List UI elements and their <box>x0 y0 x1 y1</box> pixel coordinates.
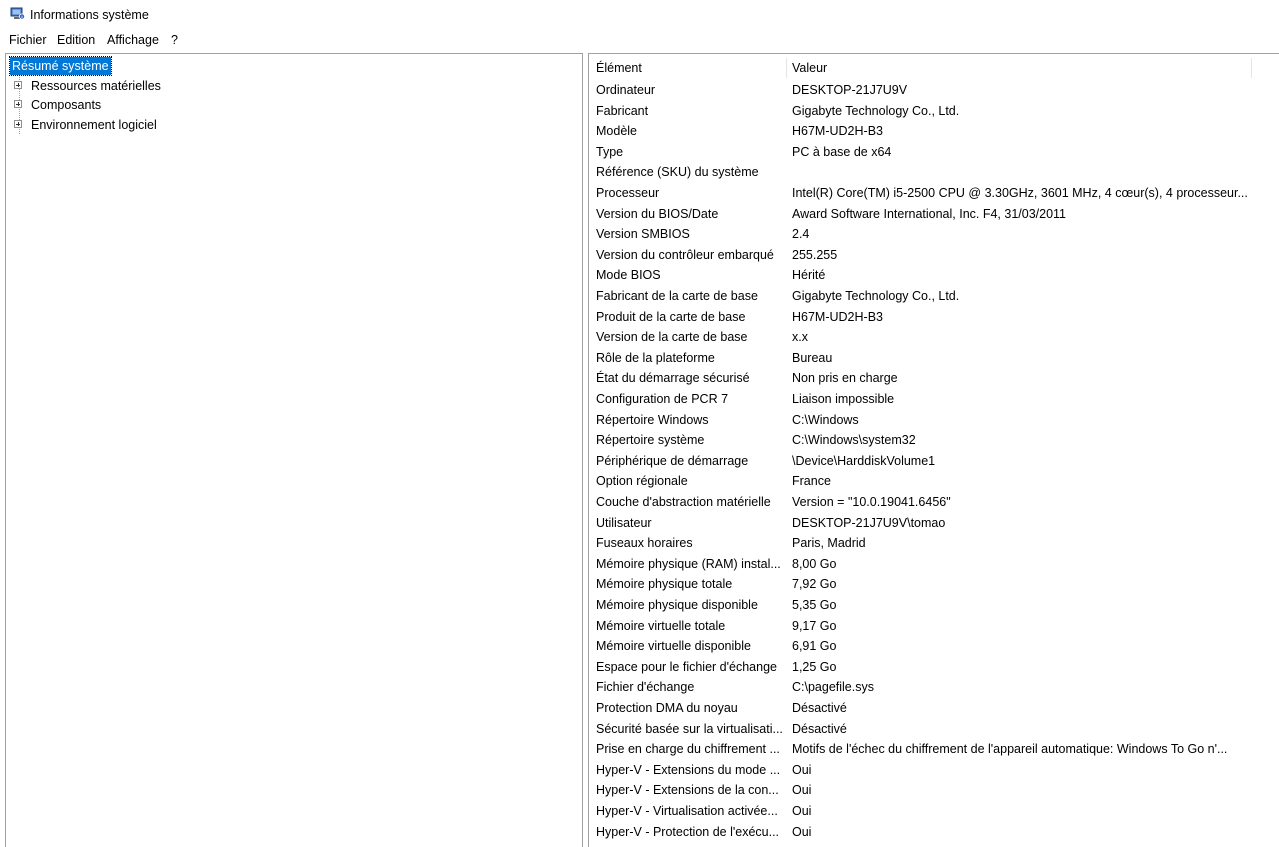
row-value: France <box>792 474 831 489</box>
row-element: Utilisateur <box>596 515 652 530</box>
category-tree[interactable] <box>5 53 583 847</box>
details-list[interactable] <box>588 53 1279 847</box>
table-row[interactable] <box>589 471 1279 492</box>
window-title: Informations système <box>30 8 149 22</box>
column-header-valeur[interactable]: Valeur <box>792 61 828 75</box>
row-value: C:\Windows <box>792 412 859 427</box>
row-value: 255.255 <box>792 247 838 262</box>
table-row[interactable] <box>589 142 1279 163</box>
table-row[interactable] <box>589 389 1279 410</box>
row-element: Version du BIOS/Date <box>596 206 719 221</box>
table-row[interactable] <box>589 348 1279 369</box>
row-value: Award Software International, Inc. F4, 31/03/2011 <box>792 206 1067 221</box>
row-value: H67M-UD2H-B3 <box>792 124 883 139</box>
table-row[interactable] <box>589 245 1279 266</box>
table-row[interactable] <box>589 80 1279 101</box>
row-value: 2.4 <box>792 227 810 242</box>
table-row[interactable] <box>589 101 1279 122</box>
table-row[interactable] <box>589 307 1279 328</box>
row-element: État du démarrage sécurisé <box>596 371 750 386</box>
row-element: Fabricant <box>596 103 649 118</box>
table-row[interactable] <box>589 554 1279 575</box>
table-row[interactable] <box>589 513 1279 534</box>
row-element: Version SMBIOS <box>596 227 690 242</box>
row-element: Fuseaux horaires <box>596 536 693 551</box>
row-element: Rôle de la plateforme <box>596 350 715 365</box>
expand-icon[interactable] <box>14 100 22 108</box>
row-value: PC à base de x64 <box>792 144 892 159</box>
tree-item-label: Environnement logiciel <box>31 118 157 132</box>
tree-item-label: Ressources matérielles <box>31 79 161 93</box>
row-element: Modèle <box>596 124 637 139</box>
menu-bar <box>0 30 1279 50</box>
row-element: Mémoire physique disponible <box>596 598 758 612</box>
row-element: Version de la carte de base <box>596 330 748 345</box>
expand-icon[interactable] <box>14 120 22 128</box>
row-element: Répertoire Windows <box>596 412 709 427</box>
table-row[interactable] <box>589 780 1279 801</box>
tree-item-label: Résumé système <box>12 59 109 73</box>
row-element: Type <box>596 144 624 159</box>
row-value: 1,25 Go <box>792 659 837 674</box>
row-value: Liaison impossible <box>792 392 895 406</box>
row-element: Mémoire virtuelle totale <box>596 618 726 633</box>
row-element: Protection DMA du noyau <box>596 701 738 715</box>
system-info-icon <box>10 7 25 21</box>
table-row[interactable] <box>589 492 1279 513</box>
table-row[interactable] <box>589 760 1279 781</box>
row-element: Version du contrôleur embarqué <box>596 247 774 262</box>
row-element: Prise en charge du chiffrement ... <box>596 742 780 757</box>
row-value: Hérité <box>792 268 826 283</box>
row-element: Hyper-V - Protection de l'exécu... <box>596 824 780 839</box>
row-value: 8,00 Go <box>792 556 837 571</box>
row-value: Intel(R) Core(TM) i5-2500 CPU @ 3.30GHz, 3601 MHz, 4 cœur(s), 4 processeur... <box>792 186 1248 200</box>
row-element: Ordinateur <box>596 83 656 97</box>
row-element: Sécurité basée sur la virtualisati... <box>596 721 783 736</box>
row-value: 5,35 Go <box>792 598 837 612</box>
table-row[interactable] <box>589 719 1279 740</box>
table-row[interactable] <box>589 616 1279 637</box>
table-row[interactable] <box>589 657 1279 678</box>
row-value: \Device\HarddiskVolume1 <box>792 453 936 468</box>
row-element: Référence (SKU) du système <box>596 165 759 180</box>
row-value: 6,91 Go <box>792 639 837 654</box>
table-row[interactable] <box>589 183 1279 204</box>
table-row[interactable] <box>589 822 1279 843</box>
table-row[interactable] <box>589 121 1279 142</box>
table-row[interactable] <box>589 636 1279 657</box>
row-element: Périphérique de démarrage <box>596 453 749 468</box>
row-value: Oui <box>792 804 812 818</box>
row-value: H67M-UD2H-B3 <box>792 309 883 324</box>
menu-affichage[interactable]: Affichage <box>107 33 159 47</box>
table-row[interactable] <box>589 162 1279 183</box>
row-value: DESKTOP-21J7U9V\tomao <box>792 515 946 530</box>
table-row[interactable] <box>589 327 1279 348</box>
row-element: Option régionale <box>596 474 688 489</box>
table-row[interactable] <box>589 204 1279 225</box>
table-row[interactable] <box>589 224 1279 245</box>
row-element: Hyper-V - Virtualisation activée... <box>596 804 778 818</box>
tree-item-label: Composants <box>31 98 102 112</box>
row-value: Gigabyte Technology Co., Ltd. <box>792 103 960 118</box>
row-element: Fabricant de la carte de base <box>596 289 758 303</box>
expand-icon[interactable] <box>14 81 22 89</box>
table-row[interactable] <box>589 574 1279 595</box>
table-row[interactable] <box>589 533 1279 554</box>
table-row[interactable] <box>589 265 1279 286</box>
title-bar <box>0 0 1279 30</box>
row-value: Oui <box>792 762 812 777</box>
row-element: Répertoire système <box>596 433 705 448</box>
column-header-element[interactable]: Élément <box>596 61 642 75</box>
table-row[interactable] <box>589 368 1279 389</box>
table-row[interactable] <box>589 698 1279 719</box>
row-element: Mémoire physique (RAM) instal... <box>596 556 781 571</box>
table-row[interactable] <box>589 451 1279 472</box>
row-value: x.x <box>792 330 808 345</box>
row-value: Version = "10.0.19041.6456" <box>792 495 951 509</box>
tree-item-resume-systeme[interactable] <box>10 57 111 75</box>
row-value: Oui <box>792 783 812 798</box>
row-element: Couche d'abstraction matérielle <box>596 495 771 509</box>
row-element: Fichier d'échange <box>596 680 695 695</box>
row-value: Motifs de l'échec du chiffrement de l'appareil automatique: Windows To Go n'... <box>792 742 1228 757</box>
row-element: Produit de la carte de base <box>596 309 746 324</box>
row-value: Désactivé <box>792 721 847 736</box>
row-value: 7,92 Go <box>792 577 837 592</box>
tree-item-ressources-materielles[interactable] <box>29 77 163 95</box>
column-separator[interactable] <box>1251 58 1252 78</box>
table-row[interactable] <box>589 286 1279 307</box>
table-row[interactable] <box>589 677 1279 698</box>
row-value: DESKTOP-21J7U9V <box>792 83 908 97</box>
row-value: Paris, Madrid <box>792 536 866 551</box>
table-row[interactable] <box>589 430 1279 451</box>
row-value: C:\Windows\system32 <box>792 433 916 448</box>
menu-fichier[interactable]: Fichier <box>9 33 47 47</box>
row-value: Oui <box>792 824 812 839</box>
table-row[interactable] <box>589 595 1279 616</box>
row-value: Gigabyte Technology Co., Ltd. <box>792 289 960 303</box>
row-value: Bureau <box>792 350 833 365</box>
row-element: Configuration de PCR 7 <box>596 392 729 406</box>
tree-item-environnement-logiciel[interactable] <box>29 116 159 134</box>
row-element: Hyper-V - Extensions de la con... <box>596 783 779 798</box>
menu-edition[interactable]: Edition <box>57 33 96 47</box>
row-element: Processeur <box>596 186 660 200</box>
row-element: Espace pour le fichier d'échange <box>596 659 777 674</box>
row-value: Désactivé <box>792 701 847 715</box>
column-separator[interactable] <box>786 58 787 78</box>
row-value: Non pris en charge <box>792 371 898 386</box>
row-element: Hyper-V - Extensions du mode ... <box>596 762 781 777</box>
table-row[interactable] <box>589 410 1279 431</box>
row-value: C:\pagefile.sys <box>792 680 874 695</box>
tree-item-composants[interactable] <box>29 96 103 114</box>
row-element: Mémoire physique totale <box>596 577 733 592</box>
menu-help[interactable]: ? <box>171 33 178 47</box>
table-row[interactable] <box>589 801 1279 822</box>
row-element: Mémoire virtuelle disponible <box>596 639 751 654</box>
table-row[interactable] <box>589 739 1279 760</box>
row-element: Mode BIOS <box>596 268 661 283</box>
row-value: 9,17 Go <box>792 618 837 633</box>
